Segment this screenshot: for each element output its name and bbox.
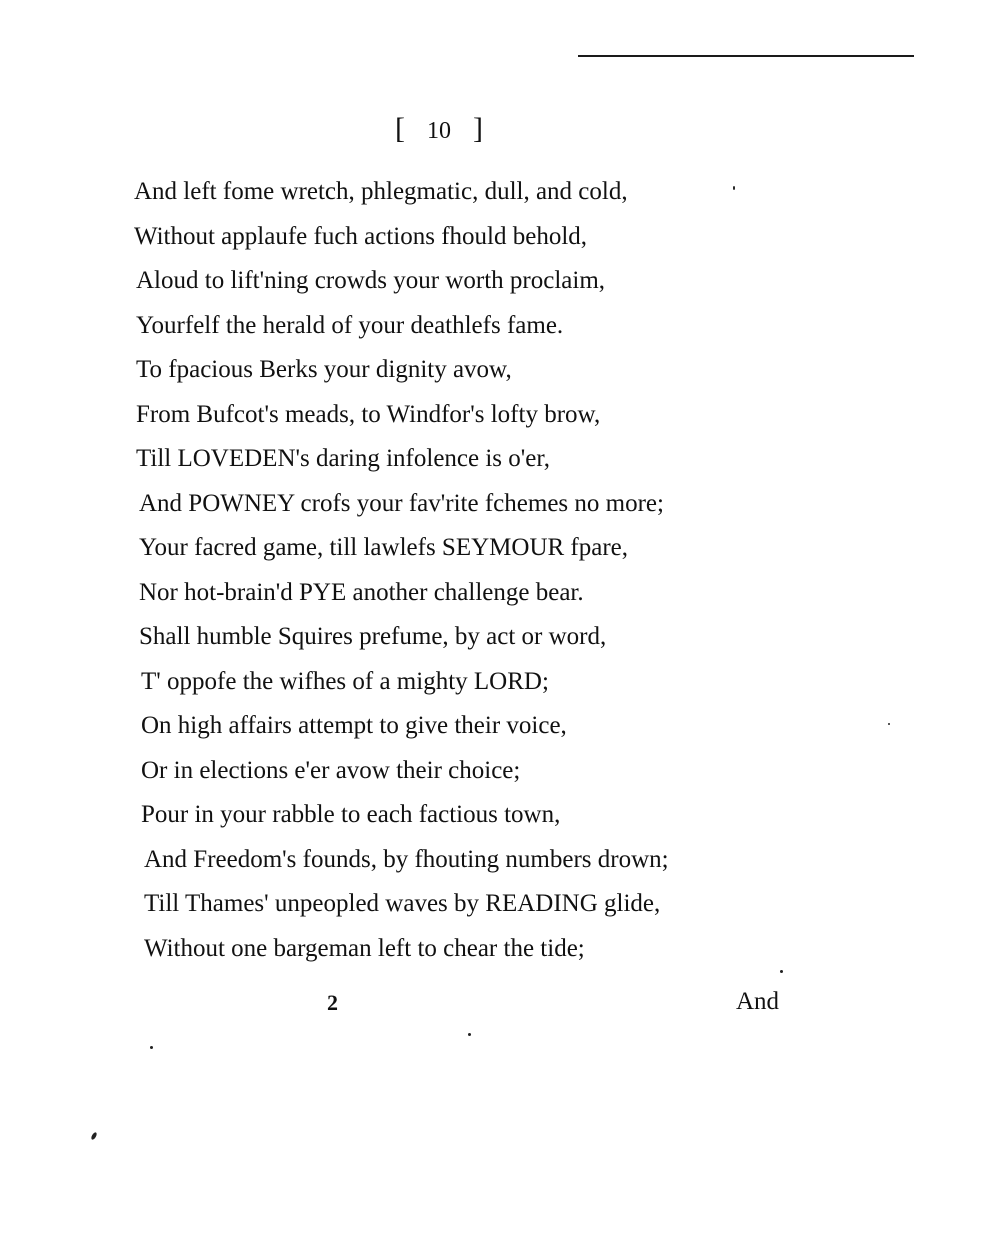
page-number	[395, 112, 483, 146]
poem-line: Yourfelf the herald of your deathlefs fame.	[136, 311, 564, 339]
poem-body	[134, 170, 824, 971]
poem-line: Till LOVEDEN's daring infolence is o'er,	[136, 445, 550, 472]
scan-speck	[150, 1046, 153, 1049]
poem-line: And left fome wretch, phlegmatic, dull, and cold,	[134, 178, 628, 205]
scan-speck	[90, 1132, 97, 1141]
page-number-bracket-open: [	[395, 112, 405, 145]
poem-line: Shall humble Squires prefume, by act or word,	[139, 623, 607, 650]
poem-line: Pour in your rabble to each factious town,	[141, 801, 561, 828]
poem-line: Nor hot-brain'd PYE another challenge bear.	[139, 578, 584, 606]
page-number-bracket-close: ]	[473, 112, 483, 145]
poem-line: Or in elections e'er avow their choice;	[141, 756, 521, 784]
scan-speck	[888, 723, 890, 725]
scan-speck	[733, 186, 735, 190]
poem-line: T' oppofe the wifhes of a mighty LORD;	[141, 667, 549, 695]
scan-speck	[780, 970, 783, 973]
scan-speck	[468, 1033, 471, 1036]
poem-line: Without applaufe fuch actions fhould behold,	[134, 222, 588, 250]
poem-line: From Bufcot's meads, to Windfor's lofty brow,	[136, 400, 601, 428]
poem-line: On high affairs attempt to give their voice,	[141, 712, 567, 739]
poem-line: Till Thames' unpeopled waves by READING glide,	[144, 890, 661, 917]
poem-line: And Freedom's founds, by fhouting numbers drown;	[144, 845, 669, 873]
poem-line: Without one bargeman left to chear the tide;	[144, 934, 585, 962]
catchword: And	[736, 988, 780, 1015]
page-number-value: 10	[427, 118, 451, 144]
top-rule	[578, 55, 914, 57]
poem-line: To fpacious Berks your dignity avow,	[136, 356, 512, 383]
poem-line: And POWNEY crofs your fav'rite fchemes no more;	[139, 489, 664, 517]
poem-line: Aloud to lift'ning crowds your worth proclaim,	[136, 267, 606, 294]
signature-mark: 2	[327, 990, 338, 1015]
poem-line: Your facred game, till lawlefs SEYMOUR fpare,	[139, 534, 629, 561]
